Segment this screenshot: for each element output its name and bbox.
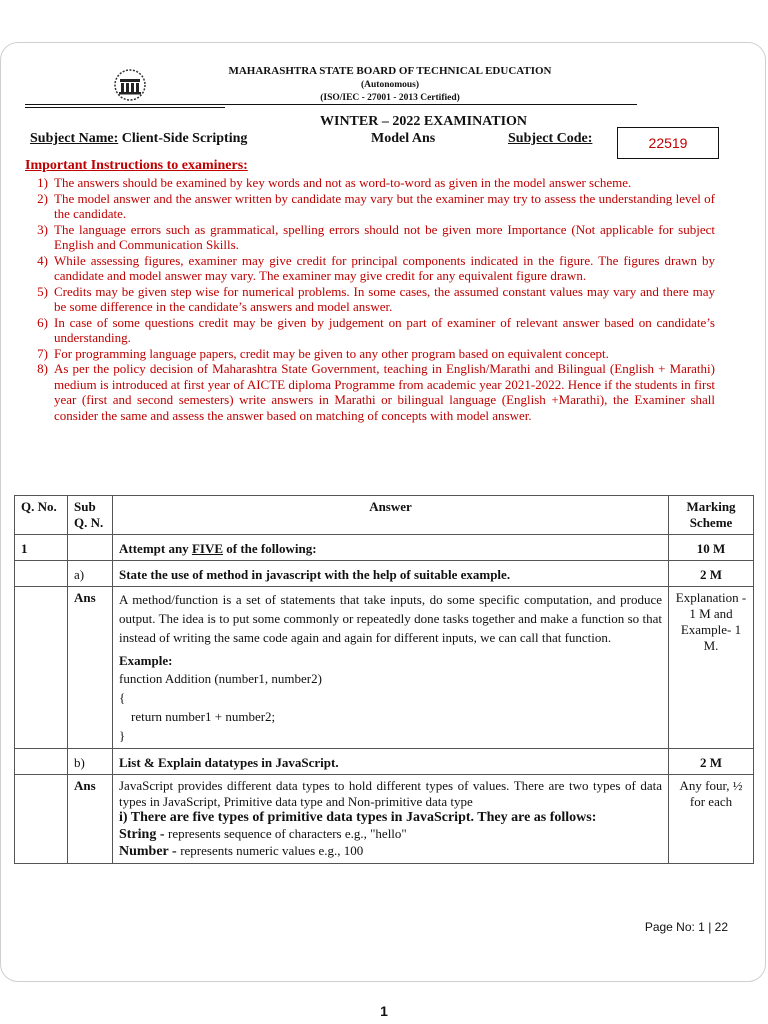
table-row (15, 775, 754, 864)
instruction-number: 2) (37, 190, 48, 206)
autonomous-label: (Autonomous) (360, 79, 420, 90)
instruction-text: As per the policy decision of Maharashtra State Government, teaching in English/Marathi and Bilingual (English + Marathi) medium is introduced at first year of AICTE diploma Programme from academic year 2021-2022. Hence if the students in first year (first and second semesters) write answers in Marathi or bilingual language (English +Marathi), the Examiner shall consider the same and assess the answer based on matching of concepts with model answer. (54, 361, 715, 423)
string-desc: represents sequence of characters e.g., "hello" (168, 826, 407, 841)
subject-code-label: Subject Code: (508, 131, 593, 146)
model-ans-label: Model Ans (371, 131, 436, 146)
subquestion-marks: 2 M (669, 561, 754, 587)
code-block (119, 669, 662, 745)
header-marking: Marking Scheme (669, 496, 754, 535)
datatype-number (119, 843, 662, 860)
page-footer: Page No: 1 | 22 (644, 920, 728, 934)
code-line: function Addition (number1, number2) (119, 671, 322, 686)
number-desc: represents numeric values e.g., 100 (180, 843, 364, 858)
subject-name: Client-Side Scripting (121, 131, 248, 146)
instruction-item (25, 175, 715, 191)
question-instruction (113, 535, 669, 561)
instructions-list (25, 175, 715, 423)
msbte-logo (110, 68, 150, 102)
instruction-item (25, 315, 715, 346)
instruction-number: 4) (37, 252, 48, 268)
marking-scheme: Any four, ½ for each (669, 775, 754, 864)
code-line: } (119, 728, 126, 743)
subquestion-label: b) (68, 749, 113, 775)
instruction-text: The language errors such as grammatical, spelling errors should not be given more Importance (Not applicable for subject English and Communication Skills. (54, 221, 715, 252)
page-number: 1 (380, 1003, 388, 1019)
attempt-suffix: of the following: (226, 541, 317, 556)
subquestion-marks: 2 M (669, 749, 754, 775)
answer-text: JavaScript provides different data types to hold different types of values. There are two types of data types in JavaScript, Primitive data type and Non-primitive data type (119, 778, 662, 809)
instruction-text: For programming language papers, credit may be given to any other program based on equivalent concept. (54, 345, 609, 361)
subject-name-label: Subject Name: (30, 131, 119, 146)
instruction-item (25, 346, 715, 362)
instruction-item (25, 222, 715, 253)
instruction-text: Credits may be given step wise for numerical problems. In some cases, the assumed constant values may vary and there may be some difference in the candidate’s answers and model answer. (54, 283, 715, 314)
ans-label: Ans (68, 775, 113, 864)
instruction-number: 5) (37, 283, 48, 299)
empty-cell (15, 561, 68, 587)
table-row (15, 561, 754, 587)
subject-code-box: 22519 (617, 127, 719, 159)
instruction-item (25, 361, 715, 423)
subquestion-text: List & Explain datatypes in JavaScript. (113, 749, 669, 775)
table-header-row (15, 496, 754, 535)
header-answer: Answer (113, 496, 669, 535)
subquestion-text: State the use of method in javascript with the help of suitable example. (113, 561, 669, 587)
instruction-text: The answers should be examined by key words and not as word-to-word as given in the model answer scheme. (54, 175, 632, 190)
header-qno: Q. No. (15, 496, 68, 535)
code-line: return number1 + number2; (131, 709, 276, 724)
empty-cell (15, 749, 68, 775)
attempt-prefix: Attempt any (119, 541, 189, 556)
instruction-item (25, 253, 715, 284)
table-row (15, 749, 754, 775)
subquestion-label: a) (68, 561, 113, 587)
instruction-text: In case of some questions credit may be given by judgement on part of examiner of relevant answer based on candidate’s understanding. (54, 314, 715, 345)
header-divider-short (25, 107, 225, 108)
answer-cell (113, 775, 669, 864)
exam-title: WINTER – 2022 EXAMINATION (320, 114, 528, 129)
empty-cell (15, 587, 68, 749)
instruction-text: The model answer and the answer written by candidate may vary but the examiner may try to assess the understanding level of the candidate. (54, 190, 715, 221)
instruction-number: 3) (37, 221, 48, 237)
string-term: String - (119, 827, 165, 842)
number-term: Number - (119, 844, 177, 859)
code-line: { (119, 690, 126, 705)
instruction-number: 6) (37, 314, 48, 330)
primitive-types-heading: i) There are five types of primitive data types in JavaScript. They are as follows: (119, 810, 597, 825)
question-marks: 10 M (669, 535, 754, 561)
answer-table (14, 495, 754, 864)
subject-name-row (30, 131, 247, 147)
ans-label: Ans (68, 587, 113, 749)
table-row (15, 535, 754, 561)
instruction-number: 8) (37, 361, 48, 376)
answer-text: A method/function is a set of statements that take inputs, do some specific computation, and produce output. The idea is to put some commonly or repeatedly done tasks together and make a function so that instead of writing the same code again and again for different inputs, we can call that function. (119, 592, 662, 645)
instructions-heading: Important Instructions to examiners: (25, 158, 248, 173)
datatype-string (119, 826, 662, 843)
instruction-item (25, 191, 715, 222)
certification-label: (ISO/IEC - 27001 - 2013 Certified) (320, 93, 460, 103)
attempt-count: FIVE (191, 541, 223, 556)
board-name: MAHARASHTRA STATE BOARD OF TECHNICAL EDUCATION (228, 65, 552, 77)
marking-scheme: Explanation - 1 M and Example- 1 M. (669, 587, 754, 749)
instruction-text: While assessing figures, examiner may give credit for principal components indicated in the figure. The figures drawn by candidate and model answer may vary. The examiner may give credit for any equivalent figure drawn. (54, 252, 715, 283)
header-subq: Sub Q. N. (68, 496, 113, 535)
instruction-number: 1) (37, 175, 48, 190)
empty-cell (15, 775, 68, 864)
instruction-item (25, 284, 715, 315)
board-header (180, 65, 600, 106)
question-number: 1 (15, 535, 68, 561)
header-divider (25, 104, 637, 105)
empty-cell (68, 535, 113, 561)
answer-cell (113, 587, 669, 749)
table-row (15, 587, 754, 749)
instruction-number: 7) (37, 345, 48, 361)
example-label: Example: (119, 653, 173, 668)
